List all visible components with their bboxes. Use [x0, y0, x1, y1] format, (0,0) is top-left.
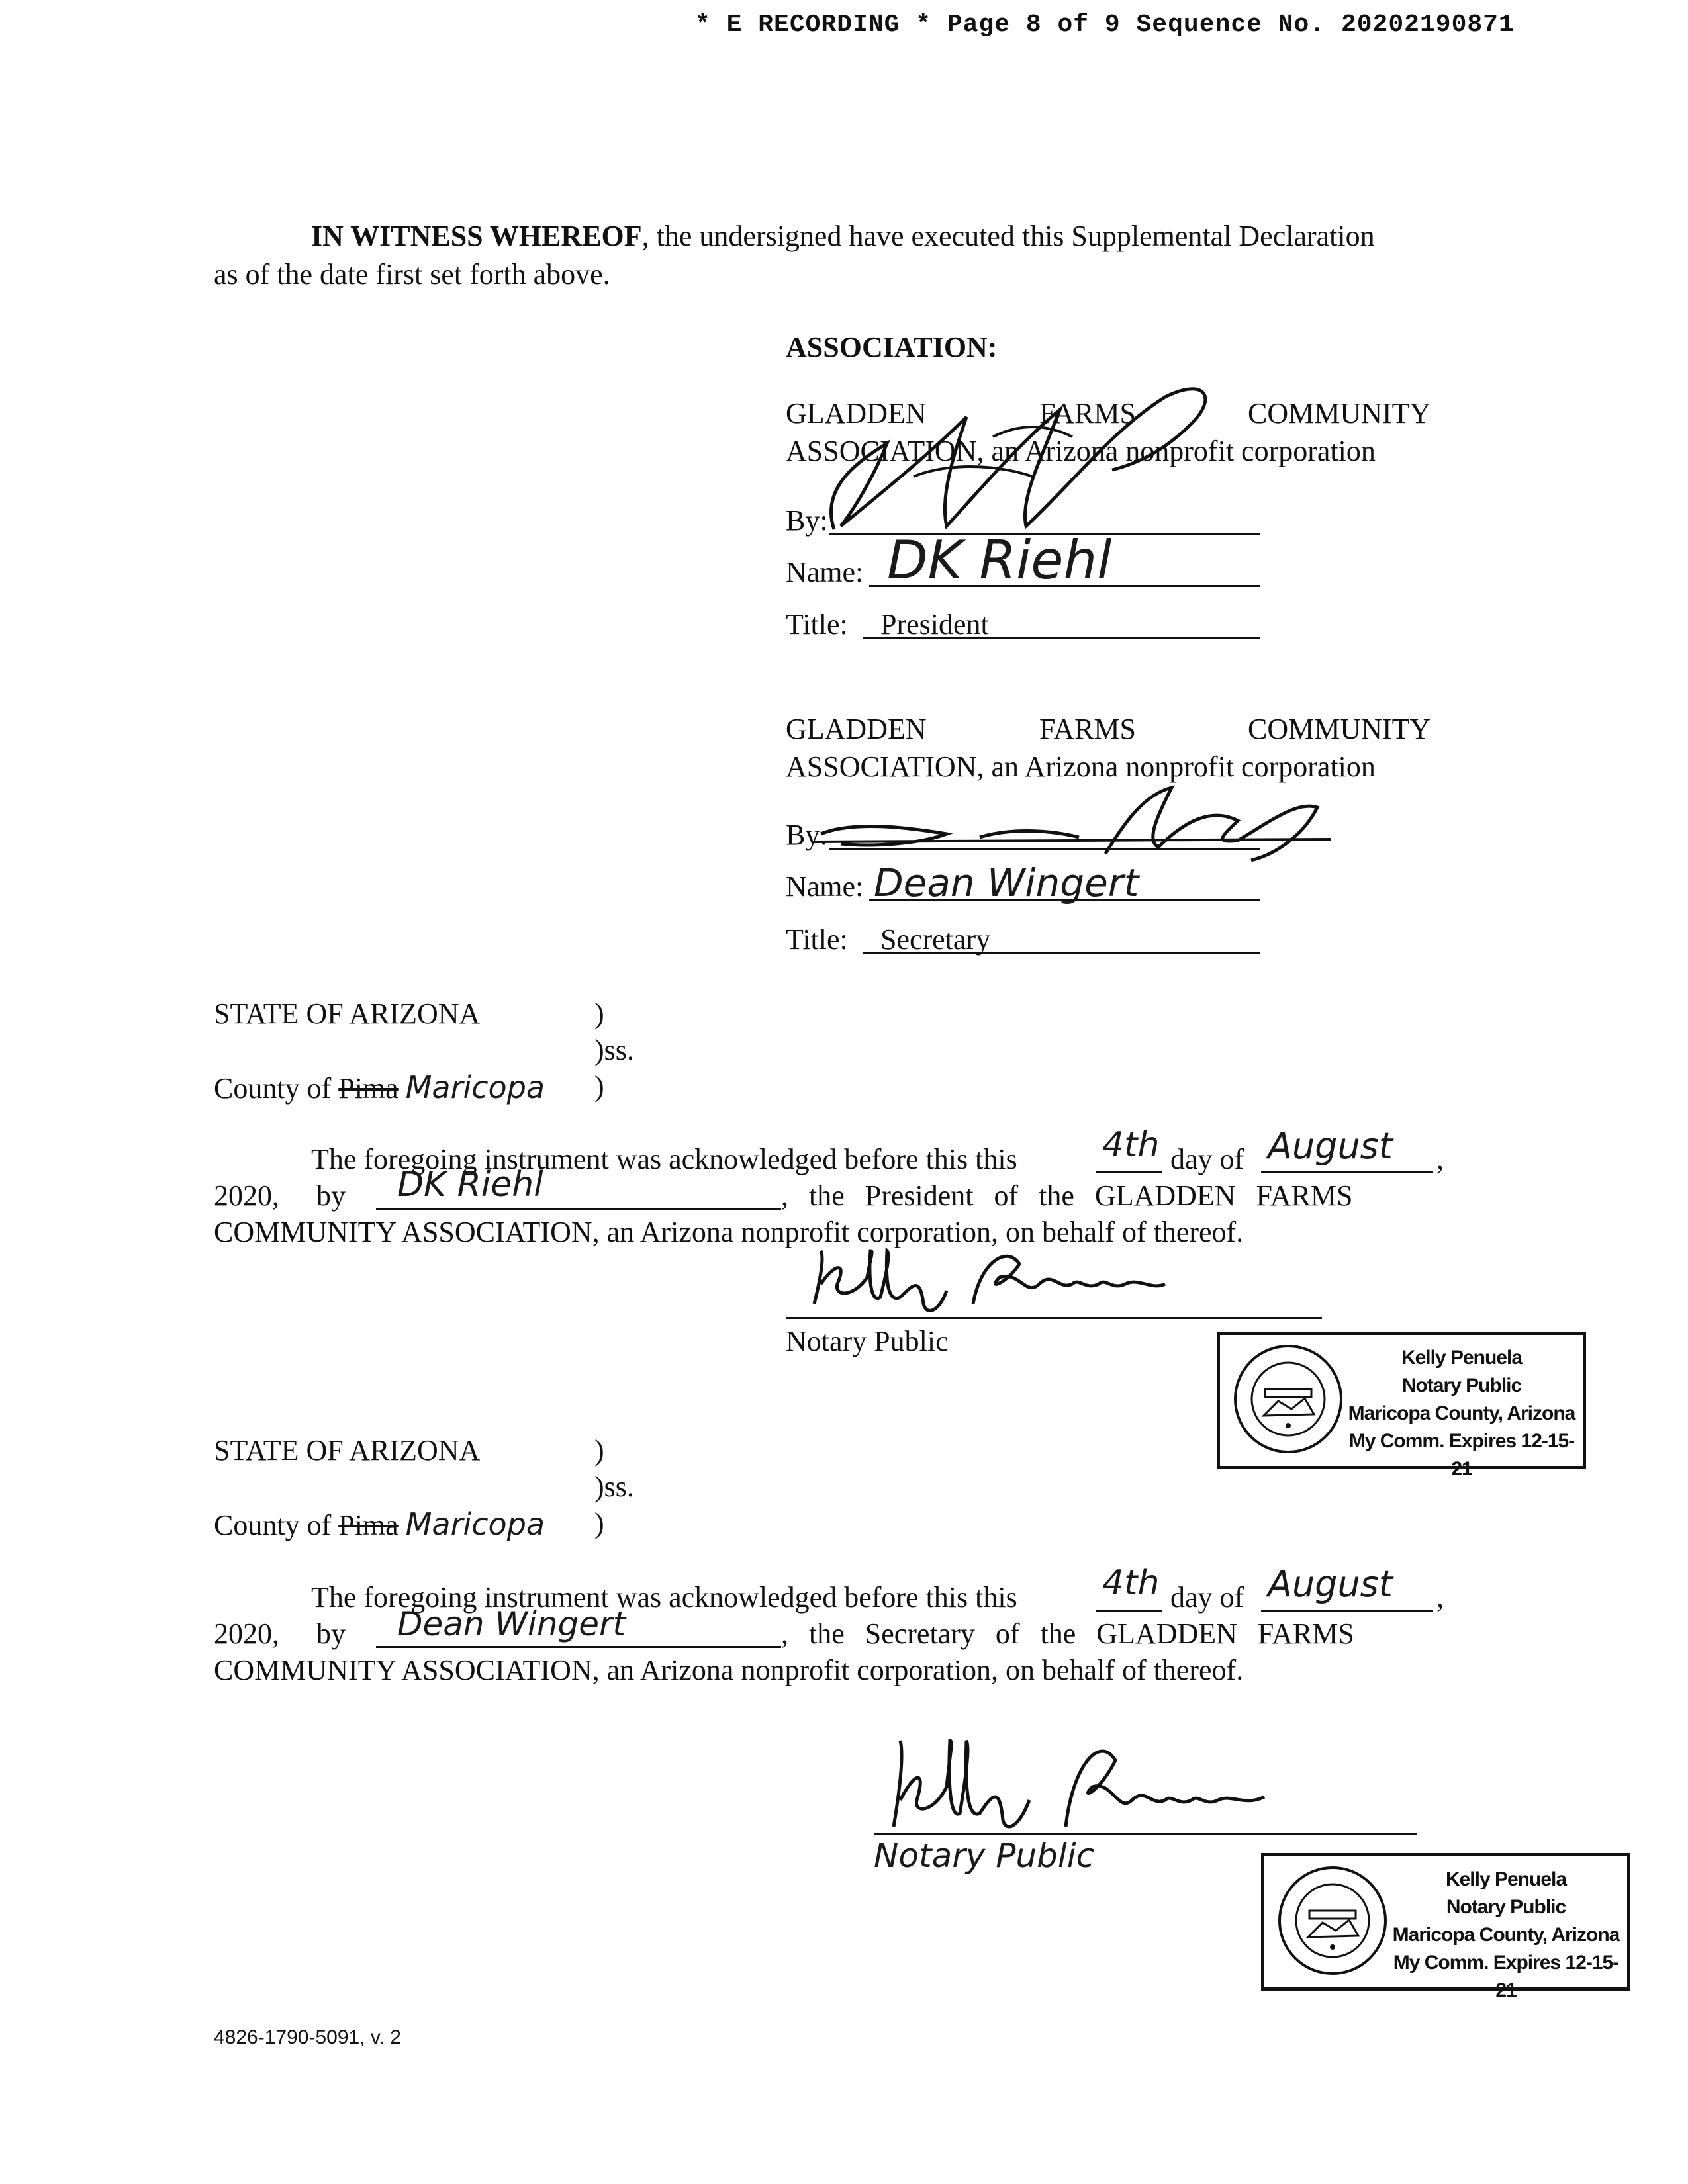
ack-line-1: The foregoing instrument was acknowledged before this this [311, 1581, 1017, 1614]
document-id: 4826-1790-5091, v. 2 [214, 2026, 401, 2048]
day-of-label: day of [1170, 1143, 1244, 1175]
stamp-title: Notary Public [1401, 1375, 1522, 1396]
county-handwritten: Maricopa [405, 1506, 545, 1542]
ack-name-handwritten: DK Riehl [397, 1165, 543, 1205]
county-label: County of [214, 1509, 332, 1541]
title-label: Title: [786, 923, 848, 956]
association-heading: ASSOCIATION: [786, 331, 998, 363]
county-struck: Pima [338, 1072, 399, 1105]
stamp-county: Maricopa County, Arizona [1348, 1402, 1575, 1424]
month-line [1261, 1171, 1433, 1173]
month-line [1261, 1610, 1433, 1612]
year: 2020, [214, 1179, 279, 1212]
notary-public-label-handwritten: Notary Public [874, 1837, 1095, 1875]
name-label: Name: [786, 870, 864, 903]
state-label: STATE OF ARIZONA [214, 997, 481, 1030]
day-handwritten: 4th [1102, 1125, 1160, 1165]
ack-name-line [376, 1646, 781, 1648]
ack-line-2-rest: , the Secretary of the GLADDEN FARMS [781, 1617, 1354, 1650]
stamp-county: Maricopa County, Arizona [1392, 1924, 1620, 1946]
state-seal-icon [1232, 1343, 1344, 1455]
president-signature [794, 371, 1258, 543]
by-word: by [316, 1179, 346, 1212]
stamp-name: Kelly Penuela [1401, 1347, 1523, 1369]
name-value-handwritten: DK Riehl [887, 529, 1112, 591]
paren: ) [594, 1434, 604, 1467]
paren: ) [594, 1070, 604, 1103]
month-handwritten: August [1268, 1563, 1393, 1605]
day-of-label: day of [1170, 1581, 1244, 1614]
county-handwritten: Maricopa [405, 1069, 545, 1105]
stamp-text [1346, 1344, 1577, 1483]
ack-line-3: COMMUNITY ASSOCIATION, an Arizona nonprofit corporation, on behalf of thereof. [214, 1216, 1244, 1248]
notary-signature [808, 1238, 1178, 1324]
day-handwritten: 4th [1102, 1563, 1160, 1603]
ack-line-3: COMMUNITY ASSOCIATION, an Arizona nonprofit corporation, on behalf of thereof. [214, 1654, 1244, 1686]
notary-public-label: Notary Public [786, 1325, 949, 1357]
witness-line-2: as of the date first set forth above. [214, 258, 610, 291]
org-name-word-3: COMMUNITY [1248, 713, 1431, 745]
notary-stamp [1217, 1332, 1586, 1480]
name-value-handwritten: Dean Wingert [874, 860, 1139, 905]
witness-line-1 [311, 222, 1375, 251]
ss-label: )ss. [594, 1034, 634, 1066]
stamp-name: Kelly Penuela [1445, 1868, 1567, 1890]
stamp-expiration: My Comm. Expires 12-15-21 [1348, 1430, 1575, 1480]
ss-label: )ss. [594, 1471, 634, 1503]
notary-stamp [1261, 1853, 1630, 2001]
stamp-text [1390, 1866, 1622, 2005]
county-label: County of [214, 1072, 332, 1105]
ack-name-line [376, 1208, 781, 1210]
by-label: By: [786, 819, 828, 851]
org-name-word-1: GLADDEN [786, 713, 927, 745]
org-name-line-2: ASSOCIATION, an Arizona nonprofit corporation [786, 751, 1376, 783]
org-name-word-1: GLADDEN [786, 397, 927, 430]
title-value: President [880, 608, 989, 641]
ack-line-1: The foregoing instrument was acknowledged before this this [311, 1143, 1017, 1175]
state-seal-icon [1276, 1864, 1389, 1977]
org-name-line-2: ASSOCIATION, an Arizona nonprofit corporation [786, 435, 1376, 467]
stamp-title: Notary Public [1446, 1896, 1566, 1918]
title-label: Title: [786, 608, 848, 641]
org-name-word-3: COMMUNITY [1248, 397, 1431, 430]
witness-bold: IN WITNESS WHEREOF [311, 220, 642, 252]
by-label: By: [786, 504, 828, 537]
name-label: Name: [786, 556, 864, 588]
day-line [1096, 1171, 1162, 1173]
county-line [214, 1506, 545, 1542]
paren: ) [594, 1507, 604, 1539]
county-line [214, 1069, 545, 1105]
month-handwritten: August [1268, 1125, 1393, 1167]
comma: , [1436, 1143, 1444, 1175]
title-value: Secretary [880, 923, 991, 956]
county-struck: Pima [338, 1509, 399, 1541]
state-label: STATE OF ARIZONA [214, 1434, 481, 1467]
stamp-expiration: My Comm. Expires 12-15-21 [1393, 1952, 1619, 2001]
day-line [1096, 1610, 1162, 1612]
comma: , [1436, 1581, 1444, 1614]
recording-header: * E RECORDING * Page 8 of 9 Sequence No. 20202190871 [695, 11, 1515, 39]
secretary-signature [814, 781, 1344, 867]
by-word: by [316, 1617, 346, 1650]
witness-line-1-rest: , the undersigned have executed this Supplemental Declaration [641, 220, 1375, 252]
org-name-word-2: FARMS [1039, 713, 1136, 745]
ack-line-2-rest: , the President of the GLADDEN FARMS [781, 1179, 1353, 1212]
org-name-word-2: FARMS [1039, 397, 1136, 430]
paren: ) [594, 997, 604, 1030]
year: 2020, [214, 1617, 279, 1650]
notary-signature [887, 1727, 1297, 1840]
ack-name-handwritten: Dean Wingert [397, 1605, 626, 1643]
